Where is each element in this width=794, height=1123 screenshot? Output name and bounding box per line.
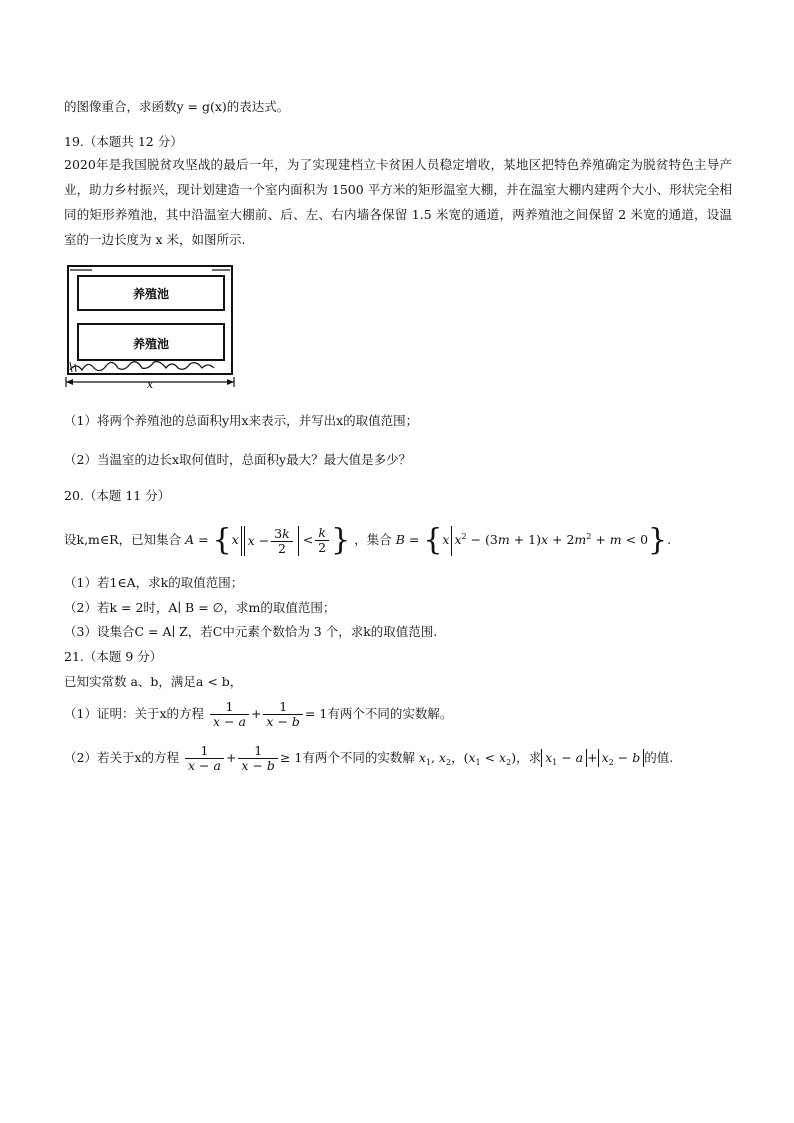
- q21-part2-roots: $x_1$, $x_2$，$(x_1 < x_2)$，求 $x_1 - a + x_2 - b$: [419, 750, 644, 765]
- q21-part1-prefix: （1）证明：关于x的方程: [64, 706, 205, 721]
- q19-intro: 2020年是我国脱贫攻坚战的最后一年，为了实现建档立卡贫困人员稳定增收，某地区把特色养殖确定为脱贫特色主导产业，助力乡村振兴，现计划建造一个室内面积为 1500 平方米的矩形温室大棚，并在温室大棚内建两个大小、形状完全相同的矩形养殖池，其中沿温室大棚前、后、左、右内墙各保留 1.5 米宽的通道，两养殖池之间保留 2 米宽的通道，设温室的一边长度为 x 米，如图所示.: [64, 157, 732, 247]
- q20-part3: （3）设集合C = A∣ Z，若C中元素个数恰为 3 个，求k的取值范围.: [64, 624, 438, 639]
- q21-part2: [64, 738, 673, 783]
- q19-header: 19.（本题共 12 分）: [64, 134, 183, 149]
- q21-part2-mid: ≥ 1有两个不同的实数解: [279, 750, 415, 765]
- q21-part1-suffix: = 1有两个不同的实数解。: [304, 706, 453, 721]
- q21-part2-suffix: 的值.: [644, 750, 674, 765]
- q21-part2-inequality: $\frac{1}{x - a}$ + $\frac{1}{x - b}$: [183, 750, 280, 765]
- q18-tail-text: 的图像重合，求函数y = g(x)的表达式。: [64, 99, 290, 114]
- pool-label-1: 养殖池: [132, 287, 170, 301]
- q21-part1: [64, 694, 452, 734]
- pool-label-2: 养殖池: [132, 337, 170, 351]
- q20-setb-prefix: ，集合: [354, 532, 392, 547]
- greenhouse-diagram: [62, 262, 242, 392]
- q20-header: 20.（本题 11 分）: [64, 488, 171, 503]
- q19-part1: （1）将两个养殖池的总面积y用x来表示，并写出x的取值范围；: [64, 413, 419, 428]
- q21-header: 21.（本题 9 分）: [64, 649, 163, 664]
- q21-part2-prefix: （2）若关于x的方程: [64, 750, 180, 765]
- q20-given-prefix: 设k,m∈R，已知集合: [64, 532, 182, 547]
- q21-given: 已知实常数 a、b，满足a < b，: [64, 674, 243, 689]
- q19-part2: （2）当温室的边长x取何值时，总面积y最大？最大值是多少？: [64, 452, 412, 467]
- q20-part1: （1）若1∈A，求k的取值范围；: [64, 575, 244, 590]
- q21-part1-equation: $\frac{1}{x - a}$ + $\frac{1}{x - b}$: [208, 706, 305, 721]
- width-label: x: [146, 378, 154, 391]
- set-a-expr: A = {x x − $\frac{3k}{2}$ < $\frac{k}{2}$ }: [185, 522, 351, 558]
- q20-given: [64, 518, 671, 559]
- greenhouse-outline: [68, 266, 232, 374]
- set-b-expr: B = {x $x^2 - (3m + 1)x + 2m^2 + m < 0$}.: [395, 522, 672, 558]
- q20-part2: （2）若k = 2时，A∣ B = ∅，求m的取值范围；: [64, 600, 336, 615]
